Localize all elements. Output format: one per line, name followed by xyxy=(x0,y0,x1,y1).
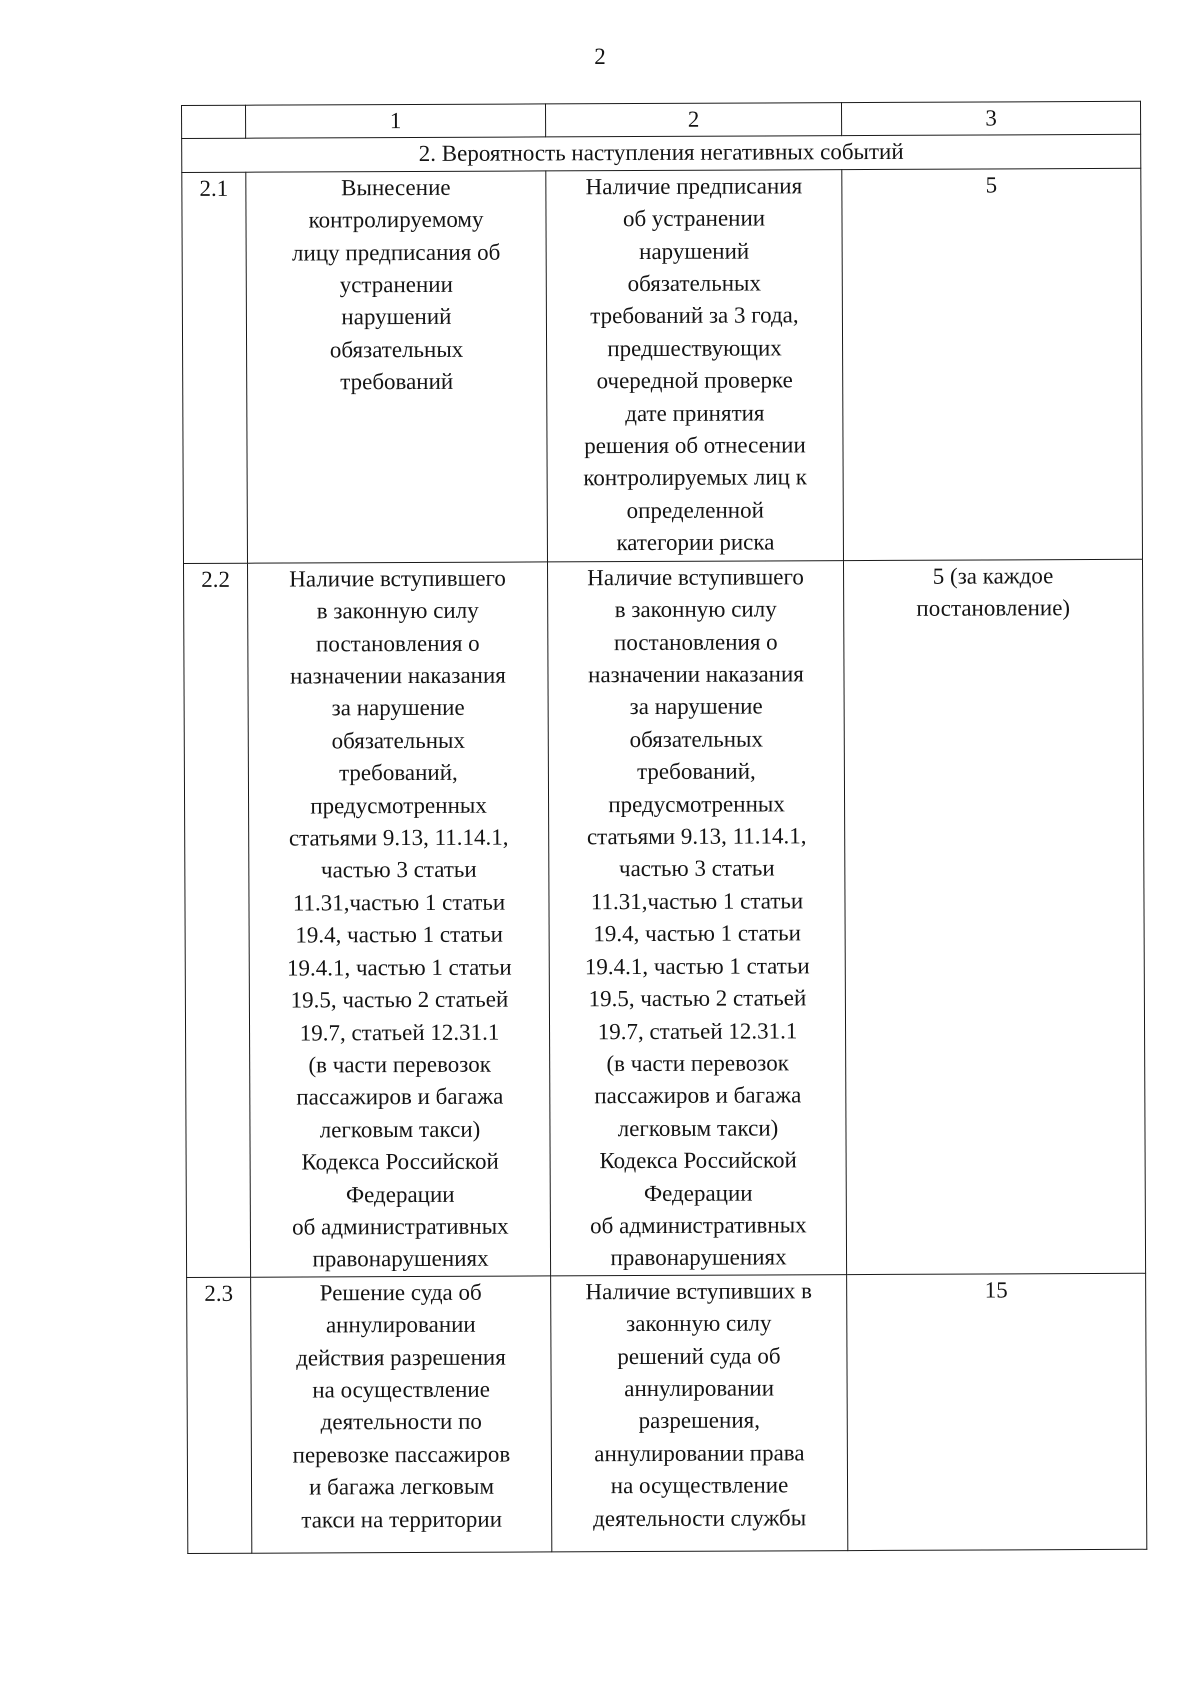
header-cell-num xyxy=(182,105,246,139)
condition-cell: Наличие вступивших в законную силу решений суда об аннулировании разрешения, аннулировании права на осуществление деятельности службы xyxy=(551,1274,848,1551)
condition-cell: Наличие вступившего в законную силу постановления о назначении наказания за нарушение обязательных требований, предусмотренных статьями 9.13, 11.14.1, частью 3 статьи 11.31,частью 1 статьи 19.4, частью 1 статьи 19.4.1, частью 1 статьи 19.5, частью 2 статьей 19.7, статьей 12.31.1 (в части перевозок пассажиров и багажа легковым такси) Кодекса Российской Федерации об административных правонарушениях xyxy=(547,560,846,1275)
header-cell-3: 3 xyxy=(841,101,1140,136)
table-row xyxy=(187,1273,1147,1553)
points-cell: 5 xyxy=(842,168,1143,560)
header-cell-1: 1 xyxy=(246,104,546,139)
page-number: 2 xyxy=(594,44,606,69)
row-number: 2.1 xyxy=(182,172,248,563)
section-title: 2. Вероятность наступления негативных событий xyxy=(182,135,1141,173)
event-description-cell: Решение суда об аннулировании действия разрешения на осуществление деятельности по перевозке пассажиров и багажа легковым такси на территории xyxy=(251,1276,552,1553)
risk-criteria-table xyxy=(181,101,1147,1554)
table-row xyxy=(182,168,1143,563)
row-number: 2.3 xyxy=(187,1277,252,1553)
points-cell: 5 (за каждое постановление) xyxy=(843,559,1145,1274)
section-row xyxy=(182,135,1141,173)
header-cell-2: 2 xyxy=(545,103,841,138)
event-description-cell: Вынесение контролируемому лицу предписания об устранении нарушений обязательных требований xyxy=(246,171,548,563)
row-number: 2.2 xyxy=(183,563,250,1277)
table-header-row xyxy=(182,101,1141,139)
points-cell: 15 xyxy=(847,1273,1147,1550)
condition-cell: Наличие предписания об устранении нарушений обязательных требований за 3 года, предшествующих очередной проверке дате принятия решения об отнесении контролируемых лиц к определенной категории риска xyxy=(546,169,844,561)
event-description-cell: Наличие вступившего в законную силу постановления о назначении наказания за нарушение обязательных требований, предусмотренных статьями 9.13, 11.14.1, частью 3 статьи 11.31,частью 1 статьи 19.4, частью 1 статьи 19.4.1, частью 1 статьи 19.5, частью 2 статьей 19.7, статьей 12.31.1 (в части перевозок пассажиров и багажа легковым такси) Кодекса Российской Федерации об административных правонарушениях xyxy=(247,562,550,1277)
table-row xyxy=(183,559,1145,1277)
